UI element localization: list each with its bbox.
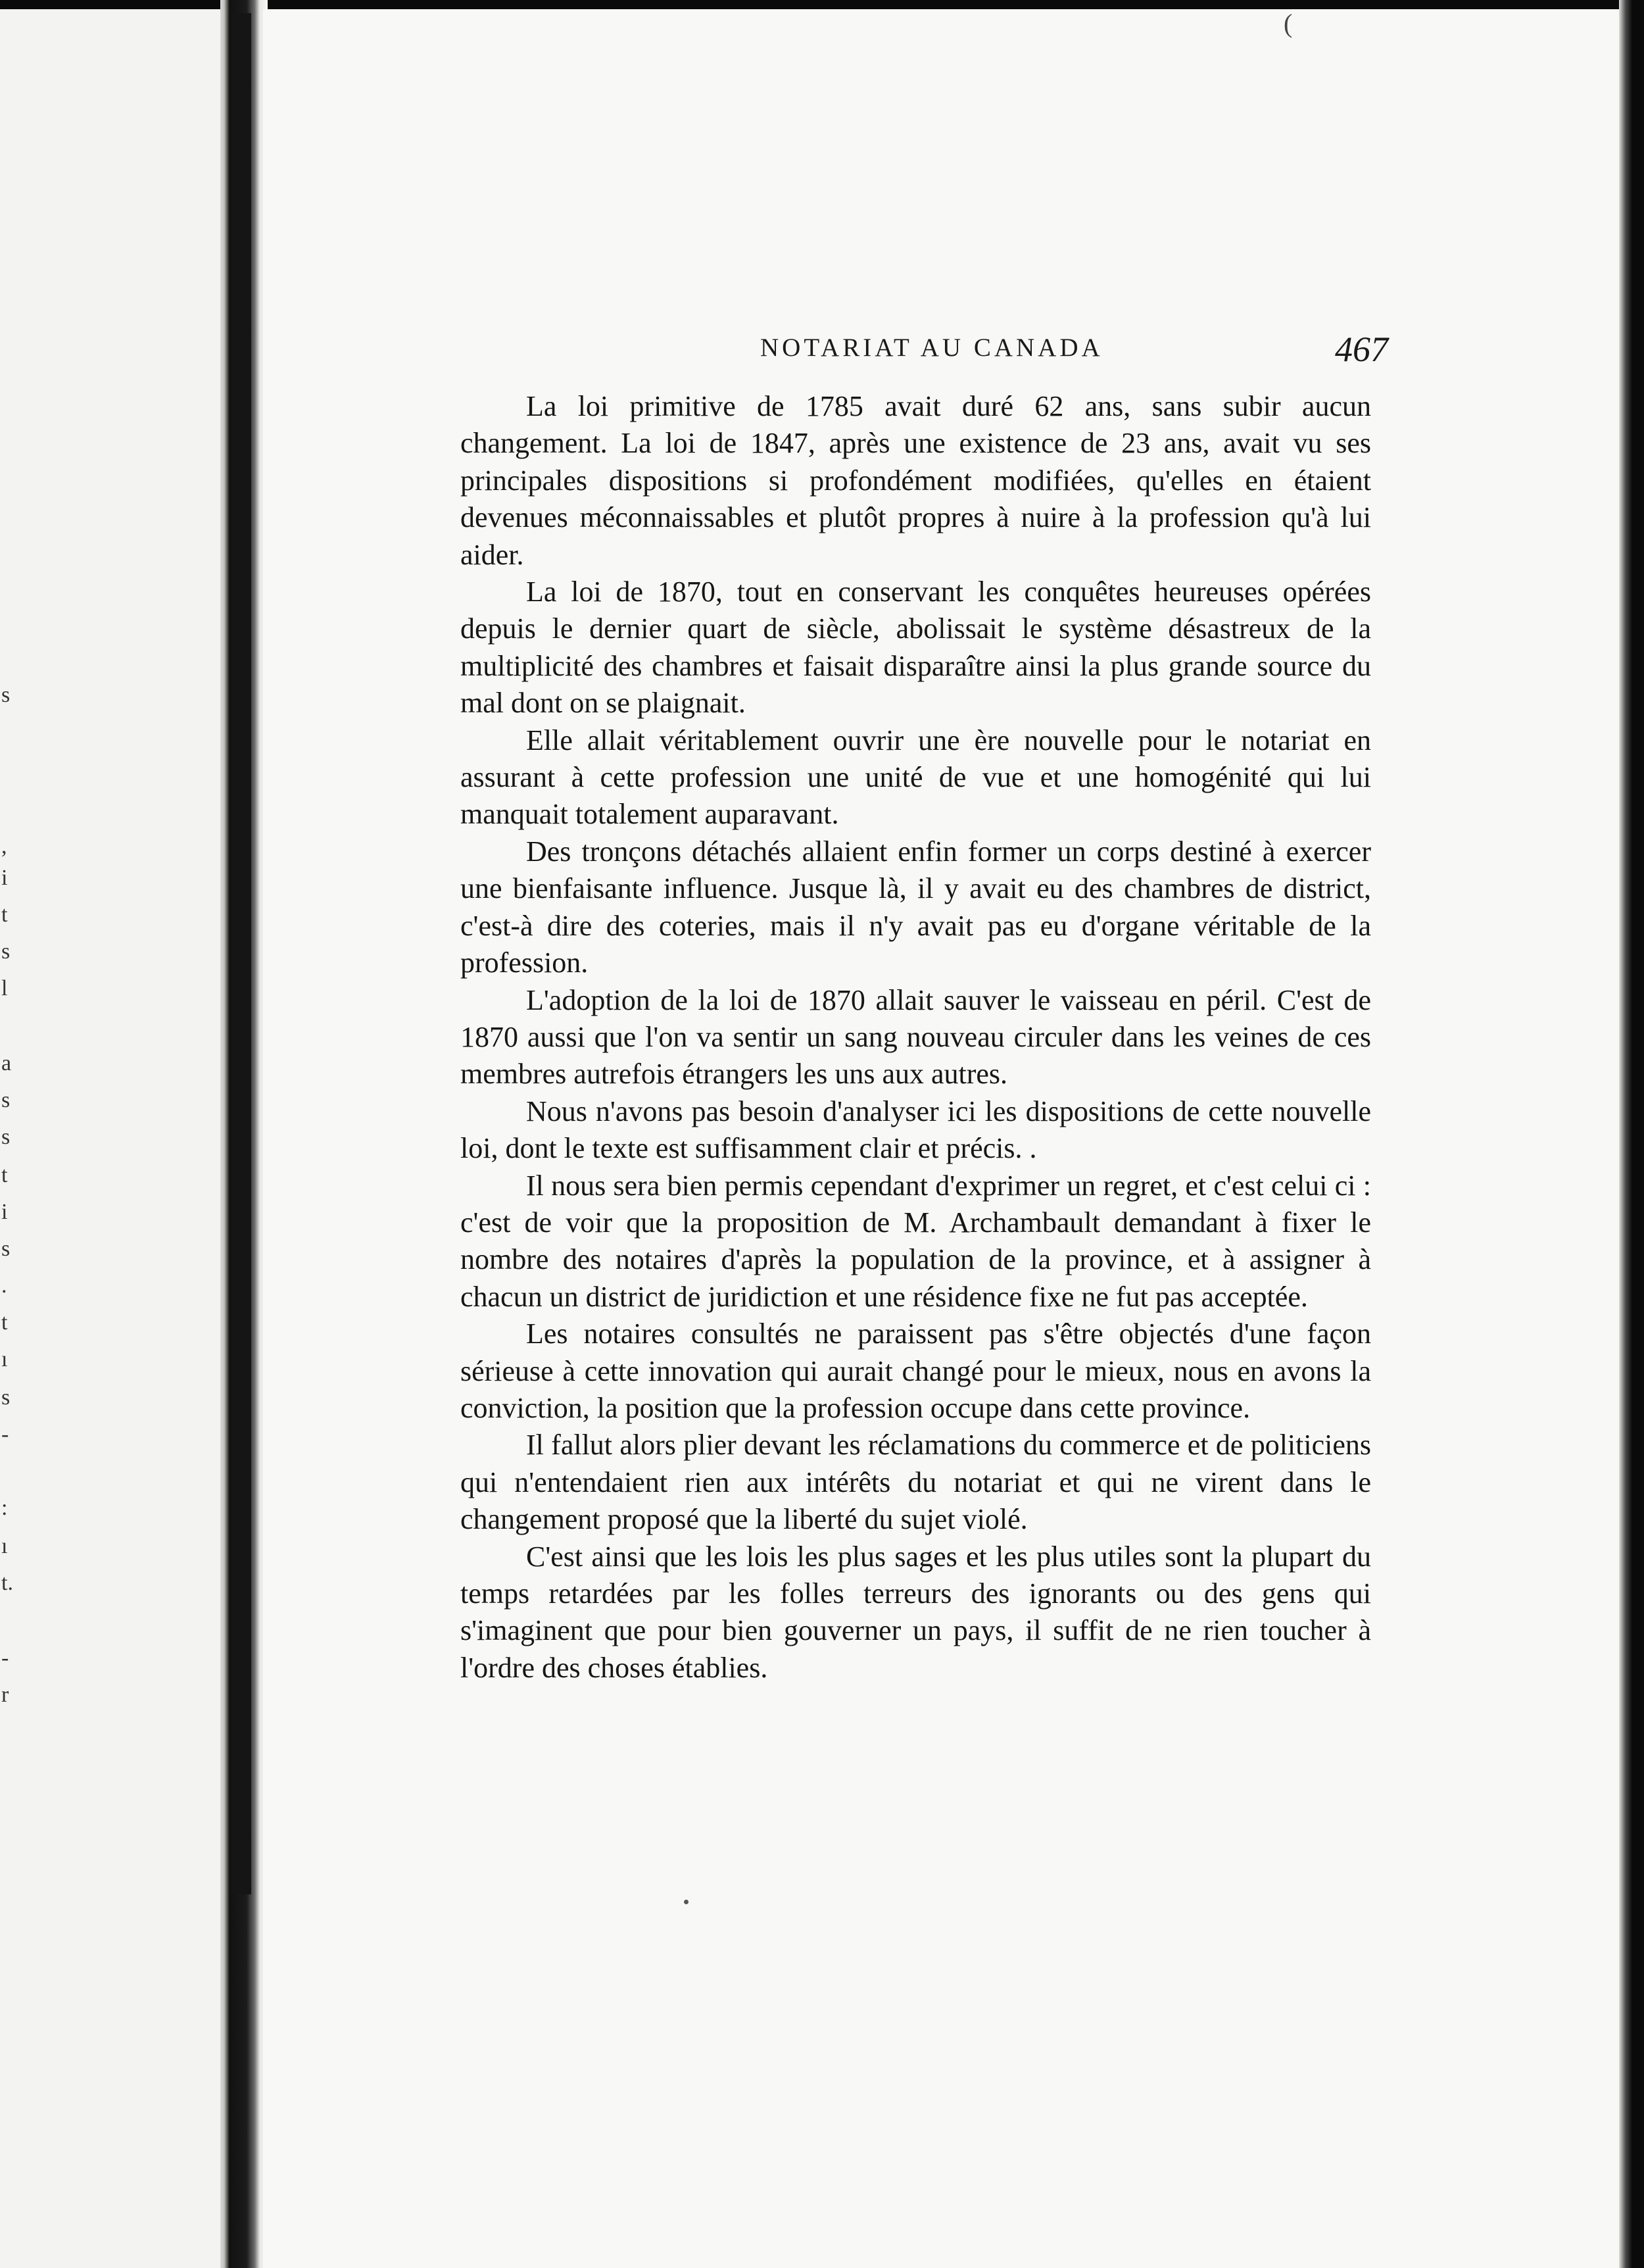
fragment: s: [1, 1088, 11, 1112]
fragment: t: [1, 1163, 8, 1187]
fragment: s: [1, 683, 11, 707]
paragraph: L'adoption de la loi de 1870 allait sauver le vaisseau en péril. C'est de 1870 aussi que l'on va sentir un sang nouveau circuler dans les veines de ces membres autrefois étrangers les uns aux autres.: [460, 983, 1371, 1091]
binding-shadow: [231, 13, 251, 1894]
fragment: ı: [1, 1347, 8, 1371]
scan-right-border: [1619, 0, 1644, 2268]
paragraph: C'est ainsi que les lois les plus sages et les plus utiles sont la plupart du temps retardées par les folles terreurs des ignorants ou des gens qui s'imaginent que pour bien gouverner un pays, il suffit de ne rien toucher à l'ordre des choses établies.: [460, 1540, 1371, 1684]
fragment: s: [1, 939, 11, 964]
fragment: -: [1, 1646, 9, 1670]
fragment: t.: [1, 1571, 13, 1595]
fragment: t: [1, 1310, 8, 1335]
facing-page-text-fragments: [0, 9, 20, 2268]
fragment: l: [1, 976, 8, 1000]
body-text: [460, 388, 1371, 1687]
paragraph: Il nous sera bien permis cependant d'exprimer un regret, et c'est celui ci : c'est de voir que la proposition de M. Archambault demandant à fixer le nombre des notaires d'après la population de la province, et à assigner à chacun un district de juridiction et une résidence fixe ne fut pas acceptée.: [460, 1169, 1371, 1313]
fragment: .: [1, 1273, 7, 1298]
fragment: a: [1, 1051, 12, 1075]
fragment: :: [1, 1496, 8, 1520]
fragment: t: [1, 902, 8, 927]
fragment: ,: [1, 834, 7, 858]
fragment: r: [1, 1683, 9, 1707]
paragraph: Les notaires consultés ne paraissent pas s'être objectés d'une façon sérieuse à cette innovation qui aurait changé pour le mieux, nous en avons la conviction, la position que la profession occupe dans cette province.: [460, 1318, 1371, 1424]
paragraph: La loi de 1870, tout en conservant les conquêtes heureuses opérées depuis le dernier quart de siècle, abolissait le système désastreux de la multiplicité des chambres et faisait disparaître ainsi la plus grande source du mal dont on se plaignait.: [460, 576, 1371, 720]
paragraph: Il fallut alors plier devant les réclamations du commerce et de politiciens qui n'entendaient rien aux intérêts du notariat et qui ne virent dans le changement proposé que la liberté du sujet violé.: [460, 1429, 1371, 1536]
fragment: s: [1, 1125, 11, 1149]
fragment: i: [1, 866, 8, 890]
print-dot: [684, 1900, 689, 1904]
fragment: s: [1, 1385, 11, 1410]
running-header: NOTARIAT AU CANADA: [760, 333, 1103, 362]
paragraph: Elle allait véritablement ouvrir une ère nouvelle pour le notariat en assurant à cette profession une unité de vue et une homogénité qui lui manquait totalement auparavant.: [460, 724, 1371, 831]
fragment: i: [1, 1200, 8, 1224]
fragment: -: [1, 1422, 9, 1446]
page-number: 467: [1335, 330, 1388, 369]
fragment: ı: [1, 1534, 8, 1558]
paragraph: La loi primitive de 1785 avait duré 62 ans, sans subir aucun changement. La loi de 1847, après une existence de 23 ans, avait vu ses principales dispositions si profondément modifiées, qu'elles en étaient devenues méconnaissables et plutôt propres à nuire à la profession qu'à lui aider.: [460, 390, 1371, 571]
fragment: s: [1, 1237, 11, 1261]
facing-page-edge: [0, 9, 220, 2268]
paragraph: Des tronçons détachés allaient enfin former un corps destiné à exercer une bienfaisante influence. Jusque là, il y avait eu des chambres de district, c'est-à dire des coteries, mais il n'y avait pas eu d'organe véritable de la profession.: [460, 835, 1371, 979]
paragraph: Nous n'avons pas besoin d'analyser ici les dispositions de cette nouvelle loi, dont le texte est suffisamment clair et précis. .: [460, 1095, 1371, 1165]
scan-mark: (: [1284, 9, 1293, 38]
